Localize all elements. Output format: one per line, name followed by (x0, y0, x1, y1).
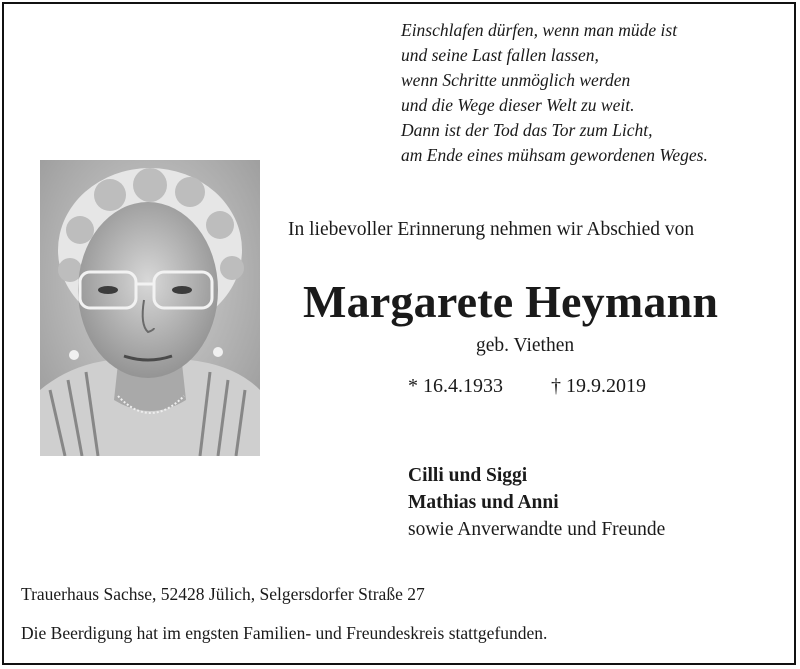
birth-date: * 16.4.1933 (408, 375, 503, 397)
poem (401, 18, 708, 168)
death-date: † 19.9.2019 (551, 375, 646, 397)
poem-line: wenn Schritte unmöglich werden (401, 70, 631, 90)
deceased-name: Margarete Heymann (303, 276, 719, 327)
intro-text: In liebevoller Erinnerung nehmen wir Abschied von (288, 219, 695, 240)
mourners-list (408, 462, 665, 543)
poem-line: am Ende eines mühsam gewordenen Weges. (401, 145, 708, 165)
mourner-line: Mathias und Anni (408, 492, 559, 513)
funeral-note: Die Beerdigung hat im engsten Familien- und Freundeskreis stattgefunden. (21, 623, 548, 643)
poem-line: Einschlafen dürfen, wenn man müde ist (401, 20, 678, 40)
poem-line: und seine Last fallen lassen, (401, 45, 599, 65)
mourner-line: sowie Anverwandte und Freunde (408, 519, 666, 540)
maiden-name: geb. Viethen (476, 335, 575, 356)
poem-line: und die Wege dieser Welt zu weit. (401, 95, 635, 115)
portrait-photo (40, 160, 260, 456)
poem-line: Dann ist der Tod das Tor zum Licht, (401, 120, 653, 140)
mourner-line: Cilli und Siggi (408, 465, 528, 486)
mourning-house-address: Trauerhaus Sachse, 52428 Jülich, Selgersdorfer Straße 27 (21, 584, 425, 604)
